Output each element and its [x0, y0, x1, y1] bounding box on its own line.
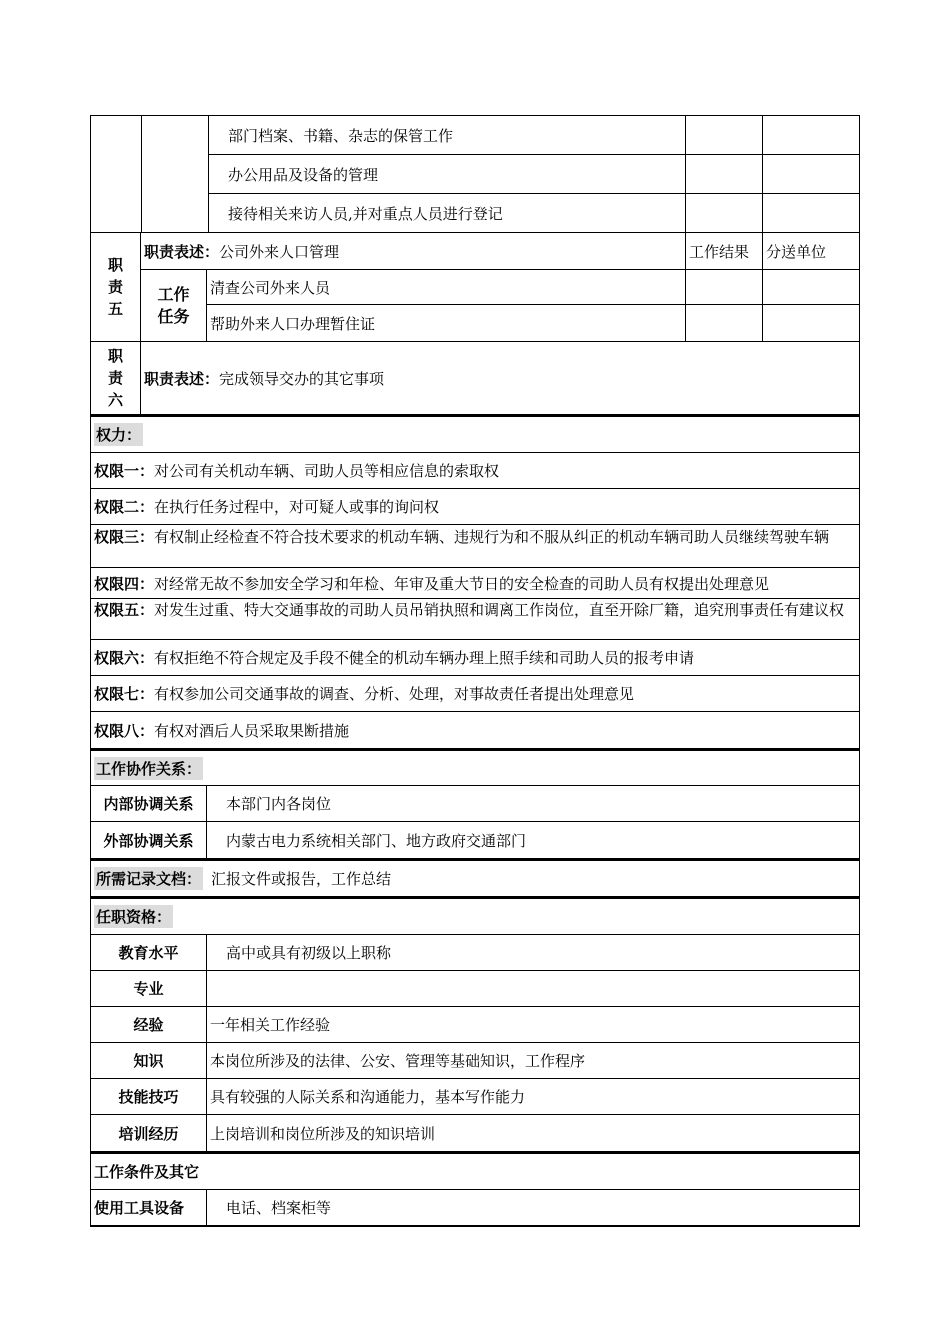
authority-item [91, 640, 859, 676]
task-text: 帮助外来人口办理暂住证 [207, 305, 686, 341]
task-label [141, 270, 207, 341]
authority-label: 权限二： [94, 498, 155, 516]
internal-value: 本部门内各岗位 [226, 795, 332, 813]
internal-label: 内部协调关系 [91, 786, 207, 821]
duty-5-desc [141, 233, 686, 269]
duty-5-body [141, 233, 859, 341]
duty-label-char: 五 [107, 300, 123, 318]
duty-label-char: 六 [107, 391, 123, 409]
tools-row [91, 1190, 859, 1225]
external-label: 外部协调关系 [91, 822, 207, 858]
authority-item [91, 712, 859, 748]
authority-item [91, 568, 859, 599]
desc-label: 职责表述： [144, 369, 220, 388]
authority-label: 权限四： [94, 574, 155, 593]
task-dest [763, 270, 859, 304]
cooperation-title-row [91, 751, 859, 786]
cooperation-section [90, 749, 860, 859]
job-description-table [90, 115, 860, 1227]
conditions-title: 工作条件及其它 [94, 1163, 200, 1181]
training-row [91, 1115, 859, 1151]
authority-item [91, 525, 859, 568]
authority-item [91, 676, 859, 712]
skills-row [91, 1079, 859, 1115]
task-label-line: 任务 [157, 306, 190, 326]
external-row [91, 822, 859, 858]
authority-item [91, 599, 859, 640]
authority-item [91, 453, 859, 489]
task-text: 部门档案、书籍、杂志的保管工作 [209, 116, 686, 154]
authority-title: 权力： [94, 423, 143, 446]
task-result [686, 155, 763, 193]
task-label-empty [142, 116, 209, 232]
skills-label: 技能技巧 [91, 1079, 207, 1114]
task-row [209, 116, 859, 155]
task-dest [763, 194, 859, 232]
duties-block [90, 115, 860, 415]
duty-continued [91, 116, 859, 233]
records-label: 所需记录文档： [94, 867, 203, 890]
desc-label: 职责表述： [144, 242, 220, 261]
authority-text: 有权制止经检查不符合技术要求的机动车辆、违规行为和不服从纠正的机动车辆司助人员继续驾驶车辆 [154, 528, 830, 546]
authority-text: 对经常无故不参加安全学习和年检、年审及重大节日的安全检查的司助人员有权提出处理意见 [154, 574, 770, 593]
task-text: 清查公司外来人员 [207, 270, 686, 304]
authority-text: 有权拒绝不符合规定及手段不健全的机动车辆办理上照手续和司助人员的报考申请 [154, 649, 695, 667]
authority-text: 对发生过重、特大交通事故的司助人员吊销执照和调离工作岗位，直至开除厂籍，追究刑事责任有建议权 [154, 601, 845, 619]
authority-label: 权限八： [94, 721, 155, 740]
major-row [91, 971, 859, 1007]
skills-value: 具有较强的人际关系和沟通能力，基本写作能力 [210, 1088, 526, 1106]
task-dest [763, 116, 859, 154]
task-row [207, 305, 859, 341]
task-dest [763, 155, 859, 193]
experience-row [91, 1007, 859, 1043]
cooperation-title: 工作协作关系： [94, 757, 203, 780]
tools-label: 使用工具设备 [91, 1190, 207, 1225]
training-value: 上岗培训和岗位所涉及的知识培训 [210, 1124, 436, 1143]
authority-text: 有权对酒后人员采取果断措施 [154, 721, 350, 740]
authority-section [90, 415, 860, 749]
knowledge-label: 知识 [91, 1043, 207, 1078]
task-dest [763, 305, 859, 341]
tools-value: 电话、档案柜等 [226, 1199, 332, 1217]
authority-text: 在执行任务过程中，对可疑人或事的询问权 [154, 498, 440, 516]
duty-label-char: 责 [107, 278, 123, 296]
authority-label: 权限五： [94, 601, 155, 619]
conditions-title-row [91, 1154, 859, 1190]
duty-5-desc-row [141, 233, 859, 270]
task-text: 接待相关来访人员,并对重点人员进行登记 [209, 194, 686, 232]
conditions-section [90, 1152, 860, 1227]
task-row [209, 155, 859, 194]
authority-title-row [91, 417, 859, 453]
task-list [207, 270, 859, 341]
records-value: 汇报文件或报告，工作总结 [211, 870, 392, 888]
duty-label-char: 职 [107, 347, 123, 365]
task-list [209, 116, 859, 232]
desc-text: 完成领导交办的其它事项 [219, 369, 385, 388]
duty-label-char: 责 [107, 369, 123, 387]
education-label: 教育水平 [91, 935, 207, 970]
duty-5 [91, 233, 859, 342]
authority-label: 权限一： [94, 462, 155, 480]
authority-item [91, 489, 859, 525]
duty-5-label [91, 233, 141, 341]
education-value: 高中或具有初级以上职称 [226, 944, 392, 962]
duty-6-desc [141, 342, 859, 414]
experience-value: 一年相关工作经验 [210, 1016, 331, 1034]
qualification-section [90, 897, 860, 1152]
qualification-title-row [91, 899, 859, 935]
internal-row [91, 786, 859, 822]
major-label: 专业 [91, 971, 207, 1006]
knowledge-value: 本岗位所涉及的法律、公安、管理等基础知识，工作程序 [210, 1052, 586, 1070]
task-result [686, 116, 763, 154]
task-result [686, 305, 763, 341]
records-section [90, 859, 860, 897]
duty-label-char: 职 [107, 256, 123, 274]
task-text: 办公用品及设备的管理 [209, 155, 686, 193]
experience-label: 经验 [91, 1007, 207, 1042]
duty-5-tasks [141, 270, 859, 341]
authority-label: 权限六： [94, 649, 155, 667]
training-label: 培训经历 [91, 1115, 207, 1151]
task-result [686, 270, 763, 304]
task-row [207, 270, 859, 305]
education-row [91, 935, 859, 971]
duty-6 [91, 342, 859, 414]
records-row [91, 861, 859, 896]
col-dest-header: 分送单位 [766, 242, 827, 261]
duty-label-empty [91, 116, 142, 232]
task-result [686, 194, 763, 232]
external-value: 内蒙古电力系统相关部门、地方政府交通部门 [226, 831, 527, 850]
col-result-header: 工作结果 [686, 233, 763, 269]
duty-6-label [91, 342, 141, 414]
qualification-title: 任职资格： [94, 905, 173, 928]
task-row [209, 194, 859, 232]
authority-label: 权限三： [94, 528, 155, 546]
desc-text: 公司外来人口管理 [219, 242, 340, 261]
authority-label: 权限七： [94, 685, 155, 703]
authority-text: 有权参加公司交通事故的调查、分析、处理，对事故责任者提出处理意见 [154, 685, 635, 703]
task-label-line: 工作 [157, 284, 190, 304]
major-value [207, 971, 859, 1006]
knowledge-row [91, 1043, 859, 1079]
authority-text: 对公司有关机动车辆、司助人员等相应信息的索取权 [154, 462, 500, 480]
